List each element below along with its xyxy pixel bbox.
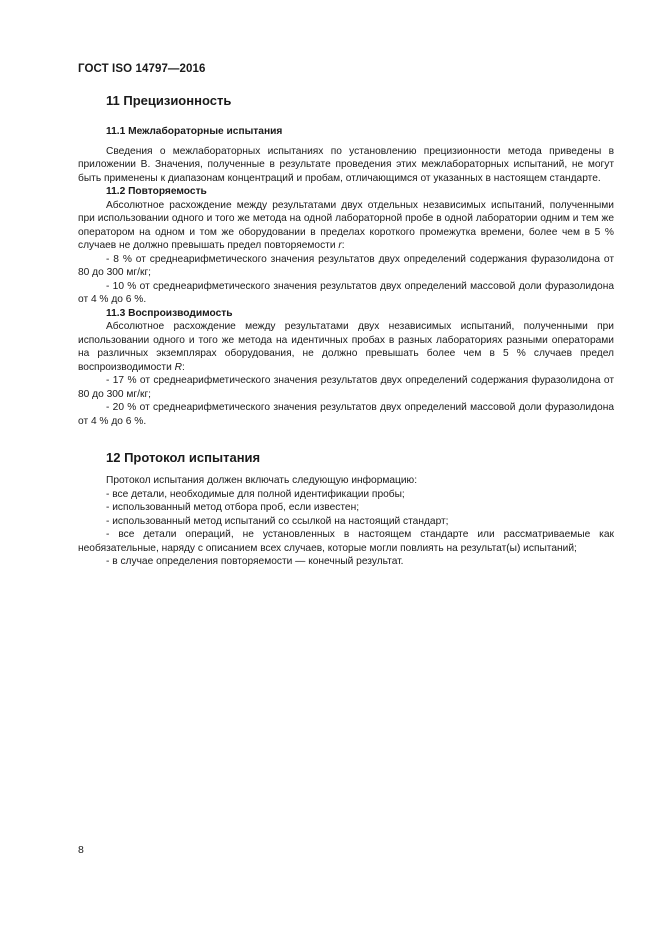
list-item: - использованный метод отбора проб, если известен; [106,502,360,513]
list-item: - все детали, необходимые для полной идентификации пробы; [106,488,405,500]
section-11-2-text-main: Абсолютное расхождение между результатами двух отдельных независимых испытаний, полученными при использовании одного и того же метода на одной лабораторной пробе в одной лаборатории одним и тем же оператором на одном и том же оборудовании в пределах короткого промежутка времени, более чем в 5 % случаев не должно превышать предел повторяемости [78,199,614,251]
section-12-intro: Протокол испытания должен включать следующую информацию: [106,475,418,486]
section-11-2-title: 11.2 Повторяемость [106,186,207,197]
section-11-2-text [78,199,614,253]
section-11-2-text-end: : [341,240,345,251]
section-11-1-title: 11.1 Межлабораторные испытания [106,126,283,137]
section-12-title: 12 Протокол испытания [106,450,261,465]
section-11-3-text-end: : [181,361,185,373]
section-11-title: 11 Прецизионность [106,93,232,108]
section-11-3-text-main: Абсолютное расхождение между результатами двух независимых испытаний, полученными при использовании одного и того же метода на идентичных пробах в разных лабораториях разными операторами на различных экземплярах оборудования, не должно превышать более чем в 5 % случаев предел воспроизводимости [78,321,614,373]
list-item: - 10 % от среднеарифметического значения результатов двух определений массовой доли фуразолидона от 4 % до 6 %. [78,280,614,305]
list-item: - использованный метод испытаний со ссылкой на настоящий стандарт; [106,515,449,527]
standard-header: ГОСТ ISO 14797—2016 [78,63,206,75]
list-item: - 8 % от среднеарифметического значения результатов двух определений содержания фуразолидона от 80 до 300 мг/кг; [78,253,614,278]
page-number: 8 [78,844,84,856]
section-11-1-text: Сведения о межлабораторных испытаниях по установлению прецизионности метода приведены в приложении В. Значения, полученные в результате проведения этих межлабораторных испытаний, не могут быть применены к диапазонам концентраций и пробам, отличающимся от указанных в настоящем стандарте. [78,145,614,184]
document-body [78,93,614,569]
reproducibility-list [78,374,614,428]
list-item: - 20 % от среднеарифметического значения результатов двух определений массовой доли фуразолидона от 4 % до 6 %. [78,402,614,427]
reproducibility-symbol: R [174,361,182,373]
list-item: - в случае определения повторяемости — конечный результат. [106,556,404,567]
list-item: - 17 % от среднеарифметического значения результатов двух определений содержания фуразолидона от 80 до 300 мг/кг; [78,375,614,400]
repeatability-list [78,253,614,307]
list-item: - все детали операций, не установленных в настоящем стандарте или рассматриваемые как необязательные, наряду с описанием всех случаев, которые могли повлиять на результат(ы) испытаний; [78,529,614,554]
repeatability-symbol: r [338,240,342,251]
section-11-3-text [78,320,614,374]
section-11-3-title: 11.3 Воспроизводимость [106,307,233,319]
report-contents-list [78,488,614,569]
